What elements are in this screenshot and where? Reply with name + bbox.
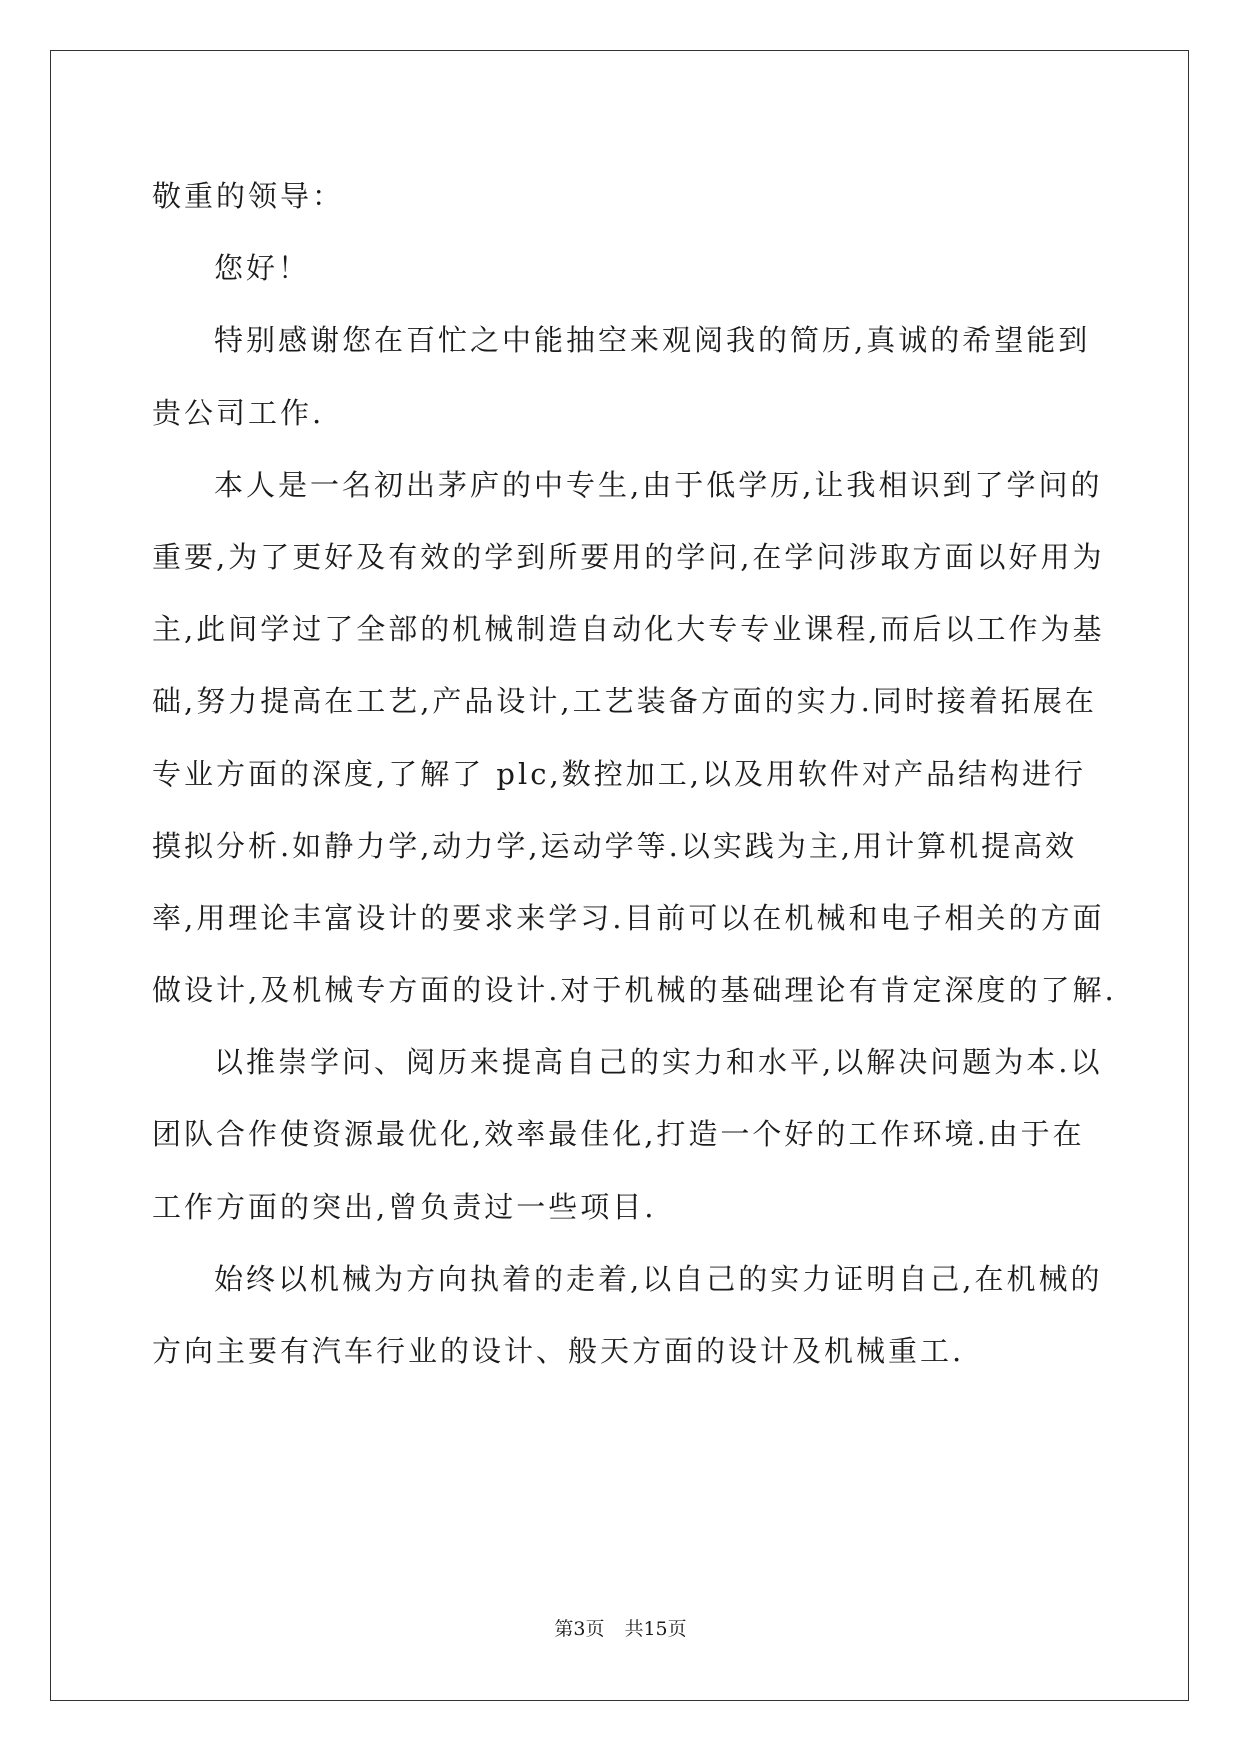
body-line: 做设计,及机械专方面的设计.对于机械的基础理论有肯定深度的了解. [152,973,1117,1008]
body-line: 本人是一名初出茅庐的中专生,由于低学历,让我相识到了学问的 [214,467,1103,502]
body-line: 专业方面的深度,了解了 plc,数控加工,以及用软件对产品结构进行 [152,756,1086,791]
body-line: 特别感谢您在百忙之中能抽空来观阅我的简历,真诚的希望能到 [214,323,1091,358]
body-line: 始终以机械为方向执着的走着,以自己的实力证明自己,在机械的 [214,1261,1103,1296]
body-line: 础,努力提高在工艺,产品设计,工艺装备方面的实力.同时接着拓展在 [152,684,1097,719]
body-line: 贵公司工作. [152,395,325,430]
body-line: 重要,为了更好及有效的学到所要用的学问,在学问涉取方面以好用为 [152,539,1105,574]
body-line: 率,用理论丰富设计的要求来学习.目前可以在机械和电子相关的方面 [152,900,1105,935]
salutation: 敬重的领导： [152,179,345,213]
letter-body [152,160,1117,1387]
page-number: 第3页 [554,1618,605,1640]
page-total: 共15页 [624,1618,687,1640]
body-line: 摸拟分析.如静力学,动力学,运动学等.以实践为主,用计算机提高效 [152,828,1078,863]
page-footer [0,1614,1241,1641]
body-line: 工作方面的突出,曾负责过一些项目. [152,1189,657,1224]
greeting: 您好！ [214,251,311,286]
body-line: 以推崇学问、阅历来提高自己的实力和水平,以解决问题为本.以 [214,1045,1103,1080]
body-line: 团队合作使资源最优化,效率最佳化,打造一个好的工作环境.由于在 [152,1117,1085,1152]
body-line: 主,此间学过了全部的机械制造自动化大专专业课程,而后以工作为基 [152,612,1105,647]
body-line: 方向主要有汽车行业的设计、般天方面的设计及机械重工. [152,1334,965,1368]
